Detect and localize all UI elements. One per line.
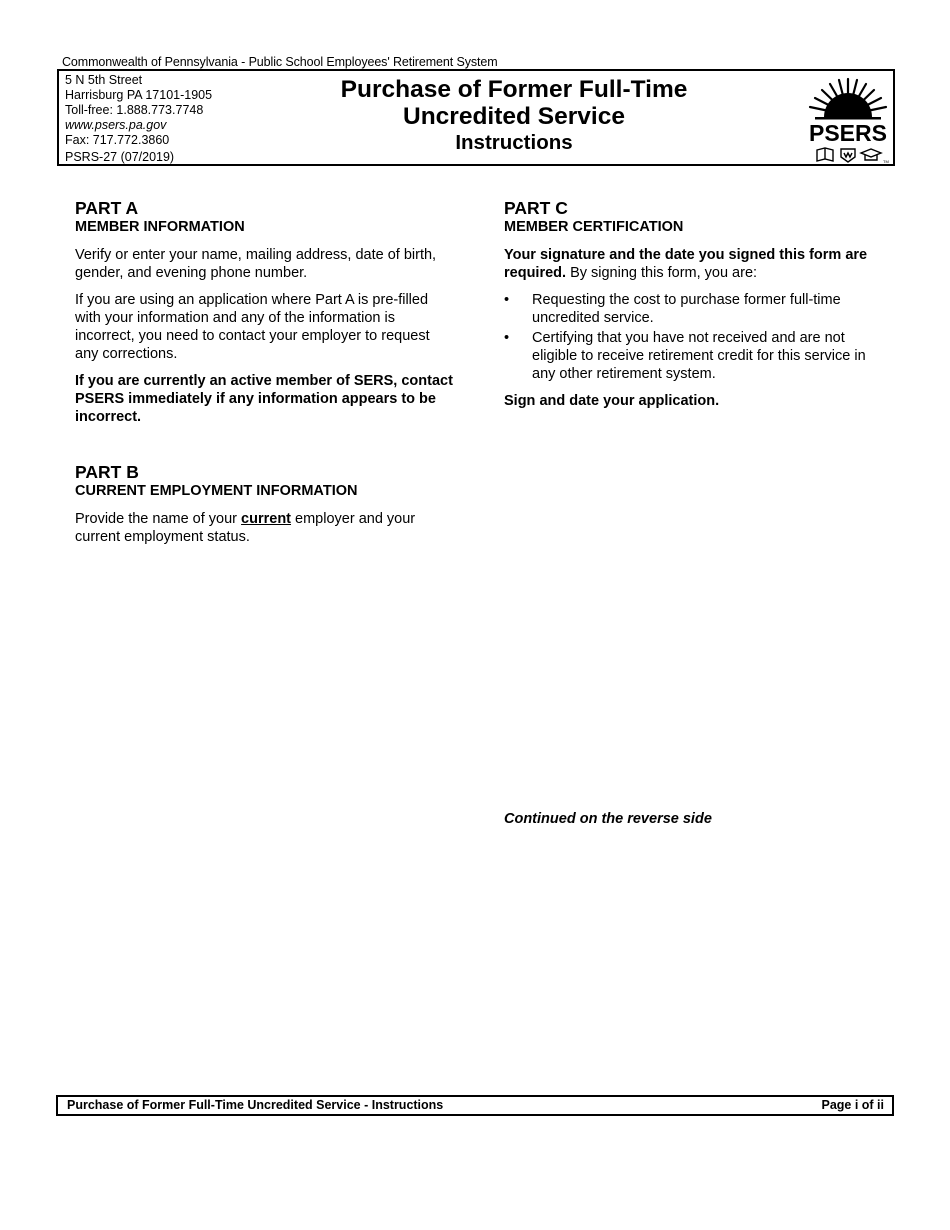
part-c-subtitle: MEMBER CERTIFICATION xyxy=(504,219,684,235)
part-c-intro-rest: By signing this form, you are: xyxy=(566,265,758,281)
part-a-title: PART A xyxy=(75,198,139,218)
part-b-para xyxy=(75,510,455,546)
page-footer xyxy=(56,1095,894,1116)
form-header xyxy=(57,69,895,166)
page-number: Page i of ii xyxy=(821,1098,884,1112)
logo-text: PSERS xyxy=(809,120,887,146)
website-link[interactable]: www.psers.pa.gov xyxy=(65,118,167,132)
part-b-title: PART B xyxy=(75,462,139,482)
list-item xyxy=(504,329,884,383)
footer-title: Purchase of Former Full-Time Uncredited Service - Instructions xyxy=(67,1098,444,1112)
form-title xyxy=(239,76,789,156)
part-b-para-pre: Provide the name of your xyxy=(75,511,242,527)
psers-logo-icon xyxy=(805,75,891,165)
list-item xyxy=(504,291,884,327)
agency-name: Commonwealth of Pennsylvania - Public School Employees' Retirement System xyxy=(62,55,498,69)
continued-note: Continued on the reverse side xyxy=(504,811,712,827)
part-a-section xyxy=(75,198,455,435)
part-b-subtitle: CURRENT EMPLOYMENT INFORMATION xyxy=(75,483,358,499)
part-c-intro-bold: Your signature and the date you signed this form are required. xyxy=(504,247,868,281)
sign-instruction: Sign and date your application. xyxy=(504,393,720,409)
part-c-bullet-list xyxy=(504,291,884,383)
bullet-icon: • xyxy=(504,292,510,308)
title-line-1: Purchase of Former Full-Time xyxy=(340,76,688,103)
part-a-para-1: Verify or enter your name, mailing address, date of birth, gender, and evening phone number. xyxy=(75,247,437,281)
part-c-section xyxy=(504,198,884,419)
part-b-section xyxy=(75,462,455,555)
title-subtitle: Instructions xyxy=(455,131,573,154)
bullet-text: Requesting the cost to purchase former full-time uncredited service. xyxy=(532,292,841,326)
part-c-intro xyxy=(504,246,884,282)
bullet-text: Certifying that you have not received and are not eligible to receive retirement credit for this service in any other retirement system. xyxy=(532,330,866,382)
part-a-subtitle: MEMBER INFORMATION xyxy=(75,219,245,235)
bullet-icon: • xyxy=(504,330,510,346)
logo-trademark: TM xyxy=(883,159,889,164)
toll-free-phone: Toll-free: 1.888.773.7748 xyxy=(65,103,204,117)
part-b-emphasis: current xyxy=(241,511,292,527)
form-number: PSRS-27 (07/2019) xyxy=(65,150,175,164)
address-street: 5 N 5th Street xyxy=(65,73,143,87)
fax-number: Fax: 717.772.3860 xyxy=(65,133,170,147)
address-city: Harrisburg PA 17101-1905 xyxy=(65,88,213,102)
contact-block xyxy=(65,73,212,165)
part-c-title: PART C xyxy=(504,198,568,218)
title-line-2: Uncredited Service xyxy=(403,103,625,130)
part-a-warning: If you are currently an active member of SERS, contact PSERS immediately if any information appears to be incorrect. xyxy=(75,373,453,425)
part-a-para-2: If you are using an application where Part A is pre-filled with your information and any of the information is incorrect, you need to contact your employer to request any corrections. xyxy=(75,292,430,362)
part-b-para-post: employer and your current employment status. xyxy=(75,511,416,545)
